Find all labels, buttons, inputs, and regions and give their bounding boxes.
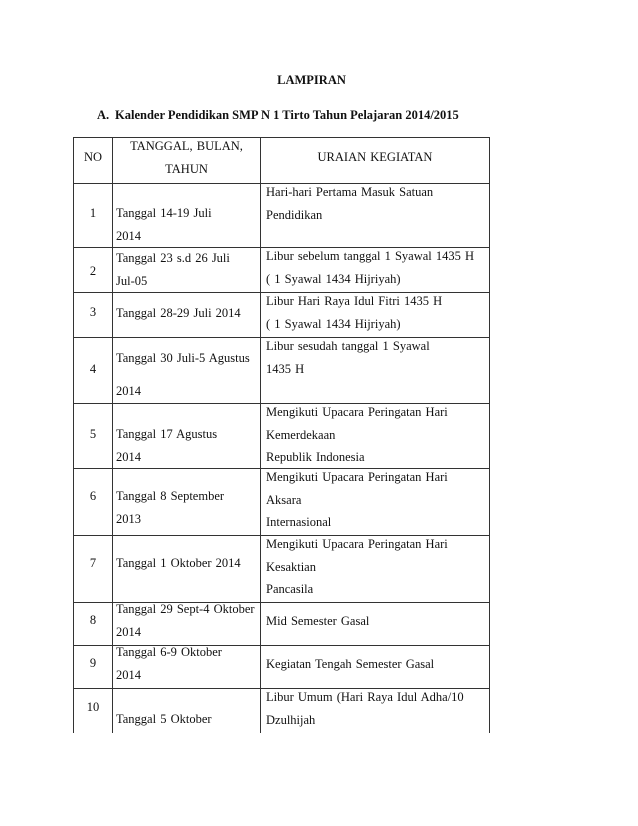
description-line: Pancasila xyxy=(266,582,314,596)
date-line: Tanggal 17 Agustus xyxy=(116,427,218,441)
table-row xyxy=(74,292,489,337)
row-number: 10 xyxy=(86,699,100,714)
description-line: Libur sebelum tanggal 1 Syawal 1435 H xyxy=(266,249,475,263)
description-line: Hari-hari Pertama Masuk Satuan xyxy=(266,185,434,199)
cell-no xyxy=(74,469,113,535)
section-label: A. xyxy=(97,108,110,122)
section-title: Kalender Pendidikan SMP N 1 Tirto Tahun Pelajaran 2014/2015 xyxy=(115,108,459,122)
row-number: 3 xyxy=(89,304,97,319)
cell-date xyxy=(113,469,261,535)
cell-no xyxy=(74,536,113,602)
date-line: Tanggal 8 September xyxy=(116,489,225,503)
row-number: 1 xyxy=(89,205,97,220)
cell-description xyxy=(261,603,489,645)
description-line: Aksara xyxy=(266,492,302,507)
date-line: Tanggal 28-29 Juli 2014 xyxy=(116,305,241,320)
date-line: Tanggal 6-9 Oktober xyxy=(116,645,222,659)
table-row xyxy=(74,535,489,602)
date-line: Tanggal 30 Juli-5 Agustus xyxy=(116,351,250,365)
cell-date xyxy=(113,603,261,645)
row-number: 8 xyxy=(89,612,97,627)
table-row xyxy=(74,247,489,292)
date-line: Tanggal 14-19 Juli xyxy=(116,206,212,220)
cell-date xyxy=(113,536,261,602)
cell-description xyxy=(261,689,489,733)
table-header-row xyxy=(74,137,489,183)
cell-no xyxy=(74,184,113,247)
date-line: 2014 xyxy=(116,624,141,639)
description-line: Kegiatan Tengah Semester Gasal xyxy=(266,656,435,671)
header-date-label: TAHUN xyxy=(165,161,208,176)
cell-description xyxy=(261,536,489,602)
date-line: Tanggal 23 s.d 26 Juli xyxy=(116,251,230,265)
table-row xyxy=(74,645,489,688)
description-line: Kemerdekaan xyxy=(266,427,336,442)
description-line: Internasional xyxy=(266,515,332,529)
cell-no xyxy=(74,404,113,468)
description-line: Pendidikan xyxy=(266,207,323,222)
cell-description xyxy=(261,293,489,337)
header-description-label: URAIAN KEGIATAN xyxy=(317,150,433,165)
row-number: 4 xyxy=(89,361,97,376)
cell-no xyxy=(74,293,113,337)
description-line: 1435 H xyxy=(266,361,305,376)
header-no-label: NO xyxy=(83,150,103,165)
date-line: 2013 xyxy=(116,511,141,526)
description-line: ( 1 Syawal 1434 Hijriyah) xyxy=(266,271,401,286)
document-title: LAMPIRAN xyxy=(277,73,346,87)
cell-date xyxy=(113,184,261,247)
date-line: Tanggal 1 Oktober 2014 xyxy=(116,556,241,571)
header-no xyxy=(74,138,113,183)
row-number: 5 xyxy=(89,426,97,441)
date-line: 2014 xyxy=(116,667,141,682)
cell-date xyxy=(113,646,261,688)
header-description xyxy=(261,138,489,183)
date-line: 2014 xyxy=(116,383,141,398)
description-line: Mid Semester Gasal xyxy=(266,613,370,628)
cell-description xyxy=(261,469,489,535)
table-row xyxy=(74,688,489,733)
cell-no xyxy=(74,689,113,733)
date-line: Tanggal 29 Sept-4 Oktober xyxy=(116,602,255,616)
description-line: Mengikuti Upacara Peringatan Hari xyxy=(266,470,448,484)
cell-date xyxy=(113,293,261,337)
description-line: Dzulhijah xyxy=(266,712,316,727)
cell-description xyxy=(261,404,489,468)
row-number: 2 xyxy=(89,263,97,278)
table-row xyxy=(74,602,489,645)
table-row xyxy=(74,183,489,247)
date-line: 2014 xyxy=(116,228,141,243)
table-row xyxy=(74,337,489,403)
cell-no xyxy=(74,646,113,688)
cell-no xyxy=(74,603,113,645)
cell-description xyxy=(261,184,489,247)
table-row xyxy=(74,403,489,468)
description-line: ( 1 Syawal 1434 Hijriyah) xyxy=(266,316,401,331)
cell-date xyxy=(113,689,261,733)
cell-no xyxy=(74,338,113,403)
description-line: Republik Indonesia xyxy=(266,450,365,464)
date-line: 2014 xyxy=(116,449,141,464)
description-line: Mengikuti Upacara Peringatan Hari xyxy=(266,405,448,419)
description-line: Mengikuti Upacara Peringatan Hari xyxy=(266,537,448,551)
cell-no xyxy=(74,248,113,292)
cell-date xyxy=(113,248,261,292)
date-line: Tanggal 5 Oktober xyxy=(116,711,212,726)
header-date xyxy=(113,138,261,183)
cell-description xyxy=(261,646,489,688)
row-number: 7 xyxy=(89,555,97,570)
row-number: 9 xyxy=(89,655,97,670)
calendar-table xyxy=(73,137,490,733)
section-heading xyxy=(97,104,459,126)
header-date-label: TANGGAL, BULAN, xyxy=(130,139,243,153)
table-row xyxy=(74,468,489,535)
date-line: Jul-05 xyxy=(116,273,148,288)
description-line: Kesaktian xyxy=(266,559,316,574)
cell-date xyxy=(113,404,261,468)
cell-description xyxy=(261,338,489,403)
description-line: Libur sesudah tanggal 1 Syawal xyxy=(266,339,430,353)
cell-description xyxy=(261,248,489,292)
cell-date xyxy=(113,338,261,403)
row-number: 6 xyxy=(89,488,97,503)
description-line: Libur Hari Raya Idul Fitri 1435 H xyxy=(266,294,443,308)
description-line: Libur Umum (Hari Raya Idul Adha/10 xyxy=(266,690,464,704)
